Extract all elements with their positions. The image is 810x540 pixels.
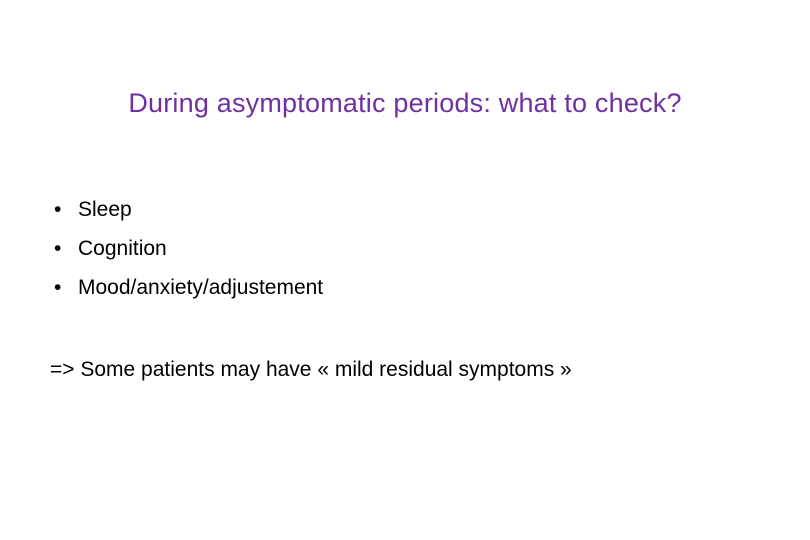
bullet-icon: • xyxy=(54,237,62,260)
bullet-list xyxy=(50,190,323,307)
bullet-text: Cognition xyxy=(78,237,167,260)
bullet-icon: • xyxy=(54,198,62,221)
slide-title: During asymptomatic periods: what to check? xyxy=(128,88,682,118)
bullet-item-sleep xyxy=(50,190,323,229)
bullet-item-mood xyxy=(50,268,323,307)
bullet-text: Sleep xyxy=(78,198,132,221)
bullet-text: Mood/anxiety/adjustement xyxy=(78,276,324,299)
bullet-item-cognition xyxy=(50,229,323,268)
bullet-icon: • xyxy=(54,276,62,299)
residual-symptoms-note: => Some patients may have « mild residual symptoms » xyxy=(50,358,572,381)
